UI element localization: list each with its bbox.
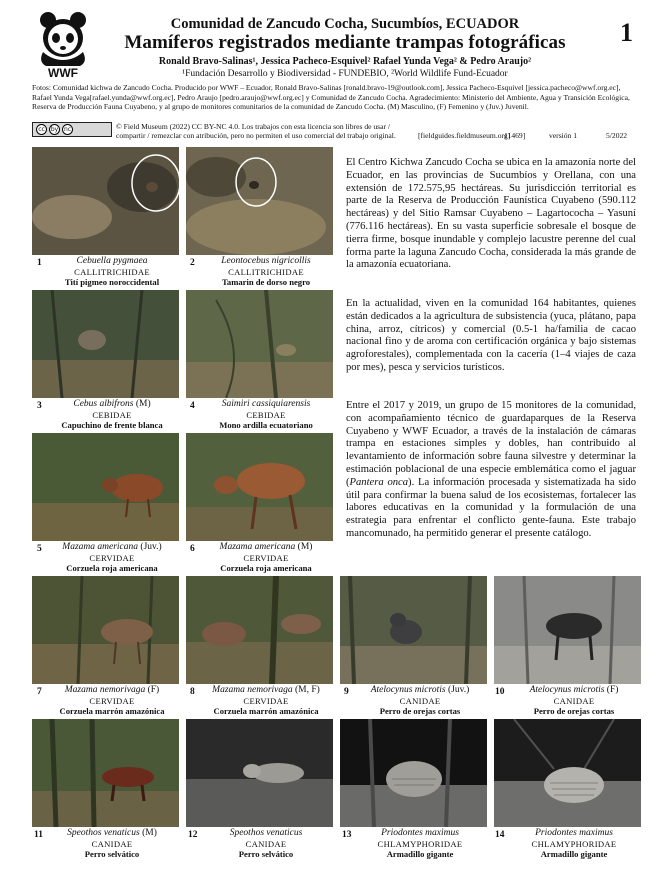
photo-14 [494, 719, 641, 827]
species-family: CALLITRICHIDAE [74, 266, 150, 277]
photo-9 [340, 576, 487, 684]
body-paragraph-1: El Centro Kichwa Zancudo Cocha se ubica en la amazonía norte del Ecuador, en las provincias de Sucumbíos y Orellana, con una extensión de 172.575,95 hectáreas. Su jurisdicción territorial es parte de la Reserva de Producción Faunística Cuyabeno (590.112 hectáreas) y del Sitio Ramsar Cuyabeno – Lagartococha – Yasuní (776.116 hectáreas). En su vasta superficie sobresale el bosque de tierra firme, bosque inundable y complejo lacustre perenne del cual forma parte la laguna Zancudo Cocha, considerada la más grande de la amazonía ecuatoriana. [346, 157, 636, 271]
photo-3 [32, 290, 179, 398]
species-family: CERVIDAE [243, 695, 289, 706]
photo-5 [32, 433, 179, 541]
guide-number: [1469] [505, 131, 526, 140]
caption-4 [199, 399, 333, 431]
body-paragraph-3-italic: Pantera onca [349, 476, 409, 488]
photo-11 [32, 719, 179, 827]
species-family: CERVIDAE [243, 552, 289, 563]
body-paragraph-2: En la actualidad, viven en la comunidad 164 habitantes, quienes están dedicados a la agricultura de subsistencia (yuca, plátano, papa china, arroz, cítricos) y comercial (0.5-1 ha/familia de cacao nacional fino y de aroma con certificación orgánica y bajo sistemas agroforestales), complementada con la cacería (1–4 viajes de caza por mes), pesca y servicios turísticos. [346, 298, 636, 373]
photo-number: 3 [37, 401, 42, 411]
caption-2 [199, 256, 333, 288]
species-family: CANIDAE [91, 838, 133, 849]
guide-url[interactable]: [fieldguides.fieldmuseum.org] [418, 131, 511, 140]
species-family: CANIDAE [245, 838, 287, 849]
species-sex: (F) [606, 685, 619, 695]
species-common-name: Corzuela marrón amazónica [59, 706, 165, 717]
species-family: CANIDAE [553, 695, 595, 706]
by-icon: by [50, 126, 59, 133]
caption-1 [45, 256, 179, 288]
species-name: Leontocebus nigricollis [221, 256, 311, 266]
photo-number: 9 [344, 687, 349, 697]
species-family: CEBIDAE [92, 409, 132, 420]
date: 5/2022 [606, 131, 628, 140]
species-family: CEBIDAE [246, 409, 286, 420]
species-sex: (Juv.) [447, 685, 470, 695]
species-sex: (M) [135, 399, 151, 409]
species-common-name: Perro selvático [84, 849, 140, 860]
species-name: Priodontes maximus [535, 828, 613, 838]
photo-number: 5 [37, 544, 42, 554]
credits: Fotos: Comunidad kichwa de Zancudo Cocha. Producido por WWF – Ecuador, Ronald Bravo-Salinas [ronald.bravo-19@outlook.com], Jessica Pacheco-Esquivel [jessica.pacheco@wwf.org.ec], Rafael Yunda Vega[rafael.yunda@wwf.org.ec], Pedro Araujo [pedro.araujo@wwf.org.ec] y Comunidad de Zancudo Cocha. Agradecimiento: Ministerio del Ambiente, Agua y Transición Ecológica, Reserva de Producción Fauna Cuyabeno, y al grupo de monitores comunitarios de la comunidad de Zancudo Cocha. (M) Masculino, (F) Femenino y (Juv.) Juvenil. [32, 83, 630, 112]
caption-13 [353, 828, 487, 860]
photo-number: 13 [342, 830, 352, 840]
body-paragraph-3 [346, 400, 636, 541]
caption-8 [199, 685, 333, 717]
photo-10 [494, 576, 641, 684]
caption-14 [507, 828, 641, 860]
photo-2 [186, 147, 333, 255]
page-number: 1 [620, 18, 633, 47]
authors: Ronald Bravo-Salinas¹, Jessica Pacheco-Esquivel² Rafael Yunda Vega² & Pedro Araujo² [158, 56, 532, 67]
species-name: Cebuella pygmaea [76, 256, 148, 266]
species-family: CANIDAE [399, 695, 441, 706]
photo-number: 11 [34, 830, 43, 840]
species-name: Speothos venaticus [229, 828, 303, 838]
photo-number: 1 [37, 258, 42, 268]
species-name: Priodontes maximus [381, 828, 459, 838]
species-sex: (M, F) [295, 685, 320, 695]
species-sex: (Juv.) [140, 542, 162, 552]
species-name: Mazama americana [219, 542, 296, 552]
species-common-name: Perro de orejas cortas [533, 706, 615, 717]
species-common-name: Corzuela roja americana [220, 563, 312, 574]
species-common-name: Armadillo gigante [386, 849, 454, 860]
species-name: Saimiri cassiquiarensis [221, 399, 311, 409]
species-name: Mazama nemorivaga [64, 685, 146, 695]
caption-9 [353, 685, 487, 717]
species-name: Mazama americana [62, 542, 139, 552]
species-name: Speothos venaticus [67, 828, 140, 838]
photo-number: 14 [495, 830, 505, 840]
license-text: © Field Museum (2022) CC BY-NC 4.0. Los trabajos con esta licencia son libres de usar / compartir / remezclar con atribución, pero no permiten el uso comercial del trabajo original. [116, 122, 396, 141]
photo-1 [32, 147, 179, 255]
photo-6 [186, 433, 333, 541]
caption-5 [45, 542, 179, 574]
page-title-location: Comunidad de Zancudo Cocha, Sucumbíos, ECUADOR [170, 16, 520, 32]
species-name: Atelocynus microtis [529, 685, 605, 695]
species-name: Atelocynus microtis [370, 685, 446, 695]
caption-10 [507, 685, 641, 717]
cc-icon: cc [36, 124, 47, 135]
logo-text: WWF [48, 66, 78, 80]
cc-license-badge [32, 122, 112, 137]
page-title: Mamíferos registrados mediante trampas fotográficas [124, 32, 566, 53]
species-family: CERVIDAE [89, 552, 135, 563]
species-common-name: Armadillo gigante [540, 849, 608, 860]
photo-number: 7 [37, 687, 42, 697]
species-common-name: Perro de orejas cortas [379, 706, 461, 717]
caption-7 [45, 685, 179, 717]
photo-number: 4 [190, 401, 195, 411]
species-common-name: Tití pigmeo noroccidental [64, 277, 160, 288]
species-sex: (M) [297, 542, 313, 552]
species-common-name: Tamarin de dorso negro [221, 277, 311, 288]
species-common-name: Perro selvático [238, 849, 294, 860]
body-paragraph-3-text-end: ). La información procesada y sistematizada ha sido útil para confirmar la buena salud de los ecosistemas, fortalecer las labores educativas en la comunidad y la formulación de una estrategia para enfrentar el conflicto gente-fauna. Este trabajo mancomunado, ha permitido generar el presente catálogo. [346, 476, 636, 539]
photo-4 [186, 290, 333, 398]
species-sex: (F) [147, 685, 160, 695]
photo-8 [186, 576, 333, 684]
photo-number: 12 [188, 830, 198, 840]
photo-7 [32, 576, 179, 684]
species-family: CHLAMYPHORIDAE [531, 838, 617, 849]
photo-number: 6 [190, 544, 195, 554]
species-common-name: Corzuela roja americana [66, 563, 158, 574]
affiliations: ¹Fundación Desarrollo y Biodiversidad - FUNDEBIO, ²World Wildlife Fund-Ecuador [182, 69, 508, 79]
species-family: CHLAMYPHORIDAE [377, 838, 463, 849]
photo-number: 8 [190, 687, 195, 697]
species-common-name: Corzuela marrón amazónica [213, 706, 319, 717]
photo-13 [340, 719, 487, 827]
species-name: Cebus albifrons [73, 399, 134, 409]
caption-6 [199, 542, 333, 574]
version: versión 1 [549, 131, 578, 140]
body-paragraph-3-text: Entre el 2017 y 2019, un grupo de 15 monitores de la comunidad, con acompañamiento técnico de guardaparques de la Reserva Cuyabeno y WWF Ecuador, a través de la instalación de cámaras trampa en estaciones simples y dobles, han contribuido al levantamiento de información sobre fauna silvestre y determinar la estimación poblacional de una especie emblemática como el jaguar ( [346, 400, 636, 488]
caption-11 [45, 828, 179, 860]
species-common-name: Capuchino de frente blanca [61, 420, 163, 431]
caption-12 [199, 828, 333, 860]
photo-12 [186, 719, 333, 827]
wwf-logo [34, 8, 92, 80]
photo-number: 2 [190, 258, 195, 268]
caption-3 [45, 399, 179, 431]
species-common-name: Mono ardilla ecuatoriano [219, 420, 313, 431]
species-name: Mazama nemorivaga [212, 685, 293, 695]
nc-icon: nc [63, 126, 72, 133]
species-family: CALLITRICHIDAE [228, 266, 304, 277]
species-sex: (M) [142, 828, 157, 838]
photo-number: 10 [495, 687, 505, 697]
species-family: CERVIDAE [89, 695, 135, 706]
